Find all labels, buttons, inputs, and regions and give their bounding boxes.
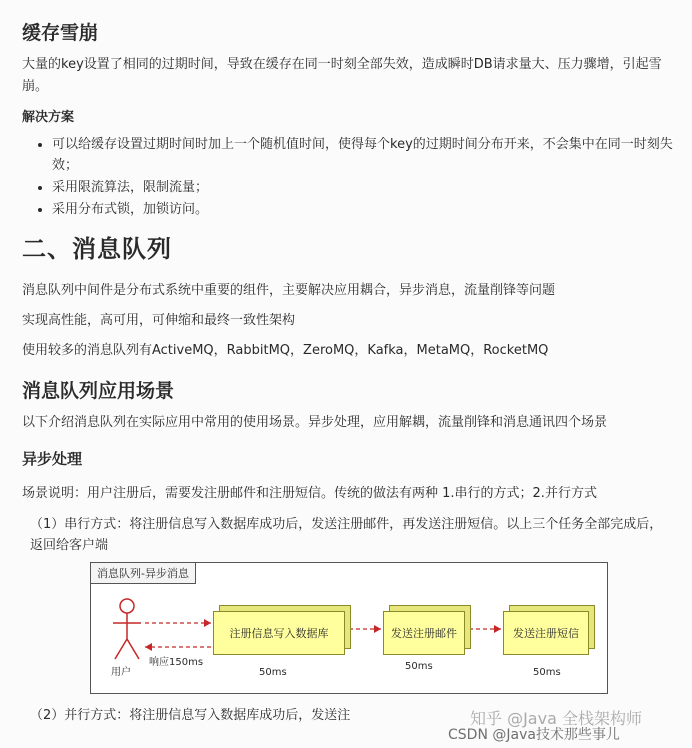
write-db-node: 注册信息写入数据库 [213, 611, 345, 655]
serial-paragraph: （1）串行方式：将注册信息写入数据库成功后，发送注册邮件，再发送注册短信。以上三个任务全部完成后，返回给客户端 [30, 517, 663, 553]
solution-title: 解决方案 [22, 110, 75, 125]
list-item: • 采用分布式锁，加锁访问。 [52, 199, 692, 220]
user-actor-icon [107, 597, 147, 667]
message-queue-heading: 二、消息队列 [22, 235, 172, 263]
cache-avalanche-paragraph: 大量的key设置了相同的过期时间，导致在缓存在同一时刻全部失效，造成瞬时DB请求量大、压力骤增，引起雪崩。 [22, 57, 662, 94]
latency-label: 50ms [533, 667, 561, 678]
latency-label: 50ms [405, 661, 433, 672]
send-sms-node: 发送注册短信 [503, 611, 589, 655]
scenario-heading: 消息队列应用场景 [22, 380, 175, 402]
send-email-node: 发送注册邮件 [383, 611, 465, 655]
async-heading: 异步处理 [22, 450, 83, 468]
zhihu-watermark: 知乎 @Java 全栈架构师 [470, 709, 642, 728]
list-item: • 可以给缓存设置过期时间时加上一个随机值时间，使得每个key的过期时间分布开来，不会集中在同一时刻失效； [52, 134, 692, 176]
mq-paragraph-1: 消息队列中间件是分布式系统中重要的组件，主要解决应用耦合，异步消息，流量削锋等问题 [22, 283, 556, 298]
mq-paragraph-2: 实现高性能，高可用，可伸缩和最终一致性架构 [22, 313, 296, 328]
diagram-title: 消息队列-异步消息 [91, 563, 196, 584]
csdn-watermark: CSDN @Java技术那些事儿 [448, 727, 620, 743]
latency-label: 50ms [259, 667, 287, 678]
actor-label: 用户 [111, 667, 131, 678]
mq-paragraph-3: 使用较多的消息队列有ActiveMQ，RabbitMQ，ZeroMQ，Kafka，MetaMQ，RocketMQ [22, 343, 549, 358]
response-time-label: 响应150ms [149, 657, 204, 668]
async-message-diagram [90, 562, 608, 694]
list-item: • 采用限流算法，限制流量； [52, 177, 692, 198]
parallel-paragraph: （2）并行方式：将注册信息写入数据库成功后，发送注 [30, 708, 351, 723]
solution-list [30, 134, 692, 221]
cache-avalanche-heading: 缓存雪崩 [22, 22, 99, 44]
async-paragraph: 场景说明：用户注册后，需要发注册邮件和注册短信。传统的做法有两种 1.串行的方式；2.并行方式 [22, 486, 597, 501]
scenario-paragraph: 以下介绍消息队列在实际应用中常用的使用场景。异步处理，应用解耦，流量削锋和消息通讯四个场景 [22, 415, 608, 430]
